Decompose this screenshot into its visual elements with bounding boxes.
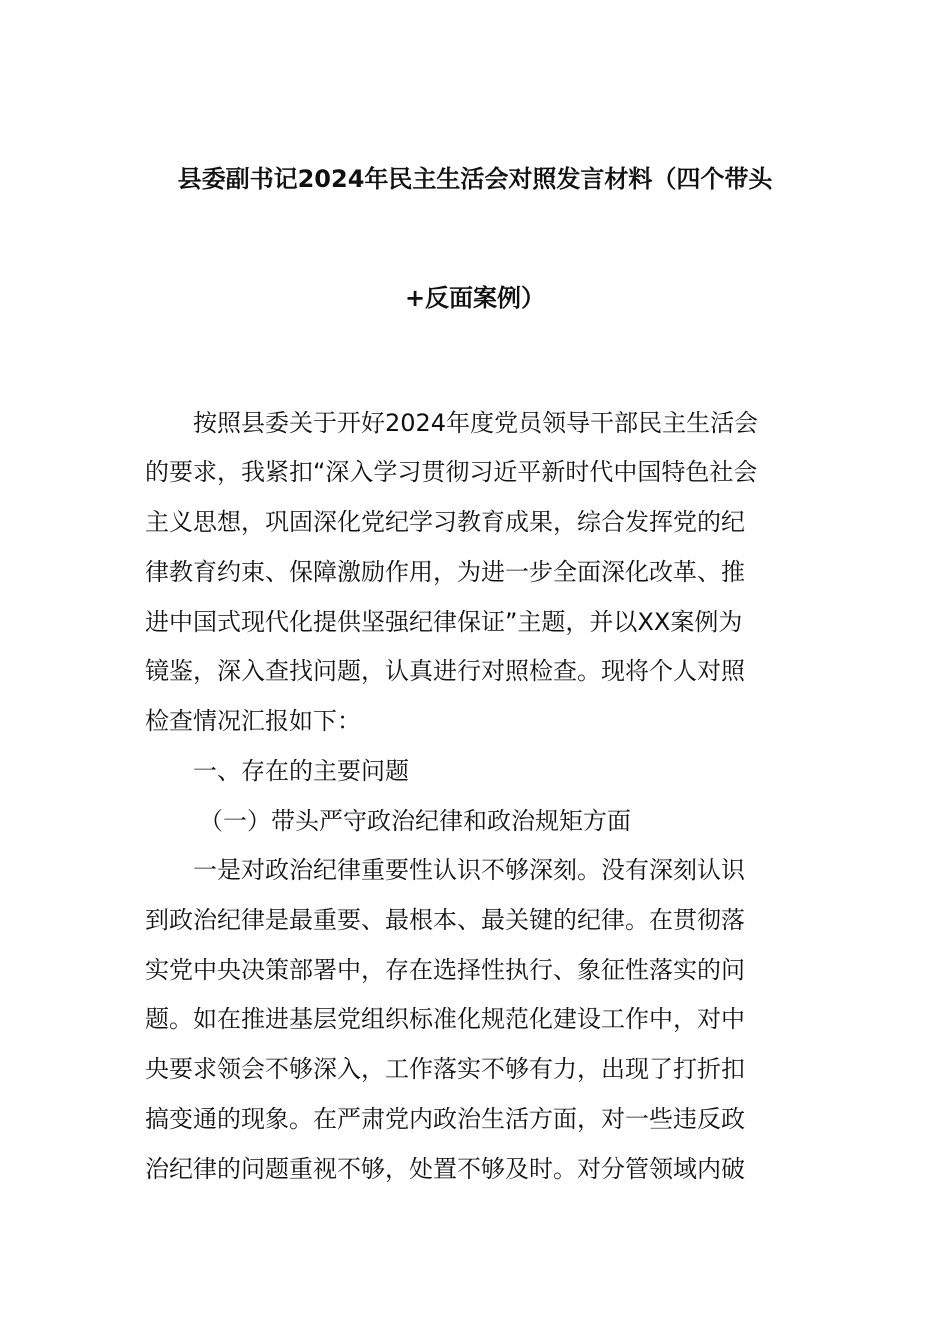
paragraph-line: 央要求领会不够深入，工作落实不够有力，出现了打折扣 bbox=[145, 1055, 745, 1083]
subsection-heading: （一）带头严守政治纪律和政治规矩方面 bbox=[199, 807, 631, 835]
paragraph-line: 实党中央决策部署中，存在选择性执行、象征性落实的问 bbox=[145, 956, 745, 984]
section-heading: 一、存在的主要问题 bbox=[193, 757, 409, 785]
paragraph-line: 主义思想，巩固深化党纪学习教育成果，综合发挥党的纪 bbox=[145, 508, 745, 536]
paragraph-line: 的要求，我紧扣“深入学习贯彻习近平新时代中国特色社会 bbox=[145, 458, 758, 486]
paragraph-line: 题。如在推进基层党组织标准化规范化建设工作中，对中 bbox=[145, 1005, 745, 1033]
paragraph-line: 搞变通的现象。在严肃党内政治生活方面，对一些违反政 bbox=[145, 1105, 745, 1133]
paragraph-line: 律教育约束、保障激励作用，为进一步全面深化改革、推 bbox=[145, 558, 745, 586]
paragraph-line: 到政治纪律是最重要、最根本、最关键的纪律。在贯彻落 bbox=[145, 906, 745, 934]
paragraph-line: 按照县委关于开好2024年度党员领导干部民主生活会 bbox=[193, 409, 759, 437]
paragraph-line: 进中国式现代化提供坚强纪律保证”主题，并以XX案例为 bbox=[145, 608, 743, 636]
paragraph-line: 镜鉴，深入查找问题，认真进行对照检查。现将个人对照 bbox=[145, 657, 745, 685]
paragraph-line: 一是对政治纪律重要性认识不够深刻。没有深刻认识 bbox=[193, 856, 745, 884]
document-title-line-2: +反面案例） bbox=[404, 284, 546, 312]
paragraph-line: 治纪律的问题重视不够，处置不够及时。对分管领域内破 bbox=[145, 1155, 745, 1183]
paragraph-line: 检查情况汇报如下： bbox=[145, 707, 361, 735]
document-title-line-1: 县委副书记2024年民主生活会对照发言材料（四个带头 bbox=[177, 165, 773, 193]
